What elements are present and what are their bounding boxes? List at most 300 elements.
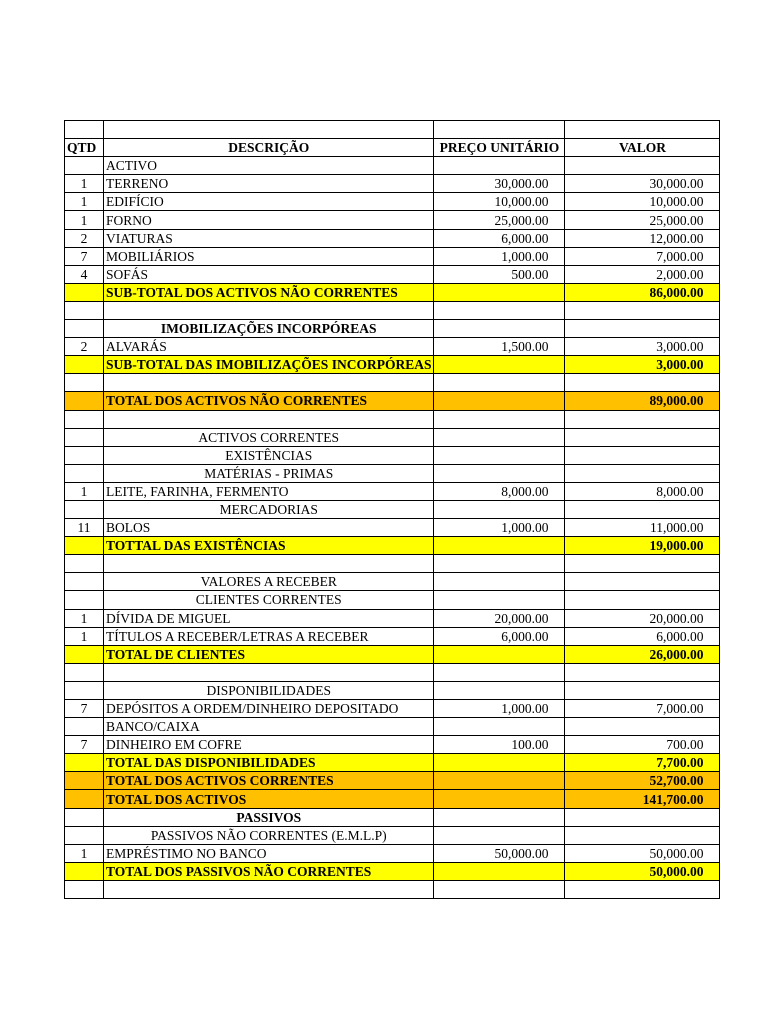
section-label-text: VALORES A RECEBER — [200, 574, 337, 590]
value-cell-text: 8,000.00 — [656, 483, 704, 499]
value-cell[interactable] — [565, 681, 720, 699]
qtd-cell[interactable] — [65, 790, 104, 808]
unit-price-cell[interactable] — [434, 754, 565, 772]
qtd-cell[interactable] — [65, 428, 104, 446]
description-cell[interactable] — [104, 121, 434, 139]
total-value-text: 19,000.00 — [649, 538, 704, 554]
unit-price-cell[interactable] — [434, 627, 565, 645]
total-value-text: 52,700.00 — [649, 773, 704, 789]
qtd-cell-text: 7 — [80, 248, 88, 264]
unit-price-header-text: PREÇO UNITÁRIO — [439, 140, 560, 156]
unit-price-cell[interactable] — [434, 537, 565, 555]
unit-price-cell[interactable] — [434, 121, 565, 139]
unit-price-cell[interactable] — [434, 844, 565, 862]
value-cell[interactable] — [565, 428, 720, 446]
section-label-text: CLIENTES CORRENTES — [195, 592, 342, 608]
section-label-row — [65, 500, 720, 518]
unit-price-cell-text: 10,000.00 — [494, 194, 549, 210]
item-row — [65, 482, 720, 500]
blank-row — [65, 555, 720, 573]
description-cell-text: EDIFÍCIO — [106, 194, 164, 210]
value-cell-text: 20,000.00 — [649, 610, 704, 626]
value-cell-text: 50,000.00 — [649, 845, 704, 861]
unit-price-cell-text: 6,000.00 — [501, 230, 549, 246]
value-cell[interactable] — [565, 591, 720, 609]
qtd-cell-text: 1 — [80, 628, 88, 644]
value-cell[interactable] — [565, 573, 720, 591]
value-cell[interactable] — [565, 482, 720, 500]
unit-price-cell[interactable] — [434, 320, 565, 338]
blank-row — [65, 301, 720, 319]
unit-price-cell[interactable] — [434, 790, 565, 808]
value-cell[interactable] — [565, 121, 720, 139]
description-cell[interactable] — [104, 175, 434, 193]
value-cell[interactable] — [565, 844, 720, 862]
section-label-row — [65, 446, 720, 464]
description-cell[interactable] — [104, 482, 434, 500]
qtd-cell[interactable] — [65, 700, 104, 718]
section-label-row — [65, 718, 720, 736]
qtd-cell[interactable] — [65, 736, 104, 754]
item-row — [65, 247, 720, 265]
section-label-row — [65, 808, 720, 826]
value-cell-text: 12,000.00 — [649, 230, 704, 246]
value-cell-text: 25,000.00 — [649, 212, 704, 228]
description-cell[interactable] — [104, 844, 434, 862]
value-cell[interactable] — [565, 175, 720, 193]
section-label[interactable] — [104, 464, 434, 482]
grand-total-row — [65, 772, 720, 790]
qtd-cell[interactable] — [65, 663, 104, 681]
section-label[interactable] — [104, 573, 434, 591]
value-header-text: VALOR — [618, 140, 666, 156]
unit-price-cell[interactable] — [434, 229, 565, 247]
value-cell-text: 3,000.00 — [656, 339, 704, 355]
unit-price-cell[interactable] — [434, 265, 565, 283]
section-label-text: ACTIVO — [106, 158, 157, 174]
total-label[interactable] — [104, 862, 434, 880]
unit-price-cell-text: 1,000.00 — [501, 520, 549, 536]
value-header[interactable] — [565, 139, 720, 157]
unit-price-cell[interactable] — [434, 663, 565, 681]
item-row — [65, 700, 720, 718]
value-cell[interactable] — [565, 808, 720, 826]
total-label[interactable] — [104, 790, 434, 808]
unit-price-cell[interactable] — [434, 410, 565, 428]
description-cell-text: DÍVIDA DE MIGUEL — [106, 610, 231, 626]
unit-price-cell[interactable] — [434, 573, 565, 591]
total-value-text: 50,000.00 — [649, 863, 704, 879]
unit-price-cell[interactable] — [434, 609, 565, 627]
total-label-text: TOTAL DOS ACTIVOS — [106, 791, 247, 807]
section-label[interactable] — [104, 826, 434, 844]
subtotal-row — [65, 283, 720, 301]
description-cell[interactable] — [104, 301, 434, 319]
qtd-cell[interactable] — [65, 718, 104, 736]
qtd-header-text: QTD — [67, 140, 97, 156]
value-cell[interactable] — [565, 700, 720, 718]
total-value-text: 89,000.00 — [649, 393, 704, 409]
value-cell[interactable] — [565, 410, 720, 428]
qtd-cell[interactable] — [65, 356, 104, 374]
section-label-row — [65, 591, 720, 609]
qtd-cell[interactable] — [65, 265, 104, 283]
item-row — [65, 627, 720, 645]
qtd-cell-text: 1 — [80, 610, 88, 626]
unit-price-cell[interactable] — [434, 464, 565, 482]
description-cell[interactable] — [104, 229, 434, 247]
description-cell[interactable] — [104, 700, 434, 718]
section-label-row — [65, 464, 720, 482]
item-row — [65, 193, 720, 211]
total-value[interactable] — [565, 356, 720, 374]
value-cell[interactable] — [565, 609, 720, 627]
total-label-text: TOTAL DOS ACTIVOS CORRENTES — [106, 773, 334, 789]
total-value[interactable] — [565, 537, 720, 555]
section-label-text: PASSIVOS — [236, 809, 302, 825]
unit-price-cell[interactable] — [434, 247, 565, 265]
item-row — [65, 844, 720, 862]
unit-price-cell[interactable] — [434, 374, 565, 392]
unit-price-cell-text: 50,000.00 — [494, 845, 549, 861]
total-value-text: 26,000.00 — [649, 646, 704, 662]
total-value-text: 3,000.00 — [656, 357, 704, 373]
unit-price-cell[interactable] — [434, 338, 565, 356]
value-cell[interactable] — [565, 374, 720, 392]
description-cell-text: ALVARÁS — [106, 339, 167, 355]
description-cell-text: BOLOS — [106, 520, 151, 536]
qtd-cell[interactable] — [65, 591, 104, 609]
section-label-row — [65, 428, 720, 446]
description-cell[interactable] — [104, 338, 434, 356]
value-cell[interactable] — [565, 193, 720, 211]
value-cell[interactable] — [565, 229, 720, 247]
item-row — [65, 229, 720, 247]
description-cell[interactable] — [104, 555, 434, 573]
qtd-cell[interactable] — [65, 645, 104, 663]
subtotal-row — [65, 356, 720, 374]
total-value-text: 141,700.00 — [642, 791, 704, 807]
unit-price-cell-text: 1,500.00 — [501, 339, 549, 355]
section-label[interactable] — [104, 808, 434, 826]
unit-price-cell[interactable] — [434, 519, 565, 537]
description-cell-text: SOFÁS — [106, 266, 149, 282]
qtd-cell[interactable] — [65, 555, 104, 573]
value-cell-text: 6,000.00 — [656, 628, 704, 644]
description-cell-text: FORNO — [106, 212, 152, 228]
description-cell-text: VIATURAS — [106, 230, 173, 246]
total-label-text: TOTAL DAS DISPONIBILIDADES — [106, 755, 316, 771]
qtd-cell[interactable] — [65, 519, 104, 537]
total-value[interactable] — [565, 862, 720, 880]
qtd-cell[interactable] — [65, 537, 104, 555]
qtd-cell[interactable] — [65, 283, 104, 301]
qtd-cell[interactable] — [65, 482, 104, 500]
item-row — [65, 211, 720, 229]
description-header-text: DESCRIÇÃO — [228, 140, 310, 156]
value-cell[interactable] — [565, 880, 720, 898]
item-row — [65, 338, 720, 356]
value-cell[interactable] — [565, 519, 720, 537]
value-cell[interactable] — [565, 301, 720, 319]
total-label[interactable] — [104, 392, 434, 410]
unit-price-cell-text: 30,000.00 — [494, 176, 549, 192]
unit-price-cell-text: 6,000.00 — [501, 628, 549, 644]
total-value[interactable] — [565, 645, 720, 663]
unit-price-cell[interactable] — [434, 157, 565, 175]
unit-price-cell[interactable] — [434, 772, 565, 790]
unit-price-cell[interactable] — [434, 591, 565, 609]
section-label-row — [65, 826, 720, 844]
total-label-text: TOTAL DE CLIENTES — [106, 646, 246, 662]
section-label-row — [65, 681, 720, 699]
description-cell-text: MOBILIÁRIOS — [106, 248, 195, 264]
unit-price-cell[interactable] — [434, 301, 565, 319]
item-row — [65, 736, 720, 754]
value-cell[interactable] — [565, 157, 720, 175]
unit-price-cell[interactable] — [434, 862, 565, 880]
unit-price-cell[interactable] — [434, 482, 565, 500]
qtd-cell[interactable] — [65, 609, 104, 627]
description-cell[interactable] — [104, 193, 434, 211]
unit-price-header[interactable] — [434, 139, 565, 157]
blank-row — [65, 880, 720, 898]
value-cell-text: 11,000.00 — [649, 520, 704, 536]
description-cell-text: TERRENO — [106, 176, 169, 192]
description-cell[interactable] — [104, 247, 434, 265]
unit-price-cell-text: 100.00 — [511, 737, 549, 753]
value-cell[interactable] — [565, 736, 720, 754]
qtd-cell[interactable] — [65, 500, 104, 518]
description-cell-text: DEPÓSITOS A ORDEM/DINHEIRO DEPOSITADO — [106, 701, 399, 717]
value-cell[interactable] — [565, 338, 720, 356]
qtd-cell[interactable] — [65, 826, 104, 844]
value-cell-text: 2,000.00 — [656, 266, 704, 282]
total-value-text: 86,000.00 — [649, 284, 704, 300]
section-label-text: ACTIVOS CORRENTES — [198, 429, 340, 445]
qtd-cell[interactable] — [65, 247, 104, 265]
grand-total-row — [65, 392, 720, 410]
qtd-cell[interactable] — [65, 772, 104, 790]
section-label-text: IMOBILIZAÇÕES INCORPÓREAS — [160, 321, 377, 337]
unit-price-cell[interactable] — [434, 446, 565, 464]
qtd-cell-text: 4 — [80, 266, 88, 282]
description-cell-text: DINHEIRO EM COFRE — [106, 737, 242, 753]
value-cell[interactable] — [565, 500, 720, 518]
balance-sheet-body — [65, 121, 720, 899]
qtd-cell[interactable] — [65, 193, 104, 211]
total-value[interactable] — [565, 790, 720, 808]
total-value[interactable] — [565, 283, 720, 301]
description-cell[interactable] — [104, 211, 434, 229]
qtd-cell-text: 1 — [80, 483, 88, 499]
total-value-text: 7,700.00 — [656, 755, 704, 771]
grand-total-row — [65, 790, 720, 808]
description-cell[interactable] — [104, 374, 434, 392]
description-cell-text: LEITE, FARINHA, FERMENTO — [106, 483, 289, 499]
subtotal-row — [65, 645, 720, 663]
description-header[interactable] — [104, 139, 434, 157]
qtd-cell[interactable] — [65, 175, 104, 193]
qtd-cell[interactable] — [65, 754, 104, 772]
unit-price-cell-text: 8,000.00 — [501, 483, 549, 499]
value-cell[interactable] — [565, 627, 720, 645]
qtd-cell[interactable] — [65, 157, 104, 175]
description-cell-text: EMPRÉSTIMO NO BANCO — [106, 845, 267, 861]
qtd-cell[interactable] — [65, 392, 104, 410]
unit-price-cell-text: 500.00 — [511, 266, 549, 282]
unit-price-cell[interactable] — [434, 392, 565, 410]
section-label-text: MATÉRIAS - PRIMAS — [204, 465, 334, 481]
description-cell-text: TÍTULOS A RECEBER/LETRAS A RECEBER — [106, 628, 369, 644]
unit-price-cell[interactable] — [434, 736, 565, 754]
description-cell[interactable] — [104, 410, 434, 428]
section-label[interactable] — [104, 681, 434, 699]
description-cell[interactable] — [104, 265, 434, 283]
value-cell-text: 7,000.00 — [656, 248, 704, 264]
value-cell[interactable] — [565, 718, 720, 736]
section-label-row — [65, 157, 720, 175]
total-label-text: SUB-TOTAL DAS IMOBILIZAÇÕES INCORPÓREAS — [106, 357, 432, 373]
description-cell[interactable] — [104, 880, 434, 898]
total-label[interactable] — [104, 356, 434, 374]
total-label-text: TOTAL DOS ACTIVOS NÃO CORRENTES — [106, 393, 368, 409]
header-row — [65, 139, 720, 157]
value-cell-text: 10,000.00 — [649, 194, 704, 210]
qtd-cell[interactable] — [65, 320, 104, 338]
unit-price-cell[interactable] — [434, 645, 565, 663]
unit-price-cell[interactable] — [434, 211, 565, 229]
qtd-cell-text: 2 — [80, 230, 88, 246]
unit-price-cell-text: 1,000.00 — [501, 701, 549, 717]
total-label[interactable] — [104, 283, 434, 301]
unit-price-cell-text: 25,000.00 — [494, 212, 549, 228]
section-label[interactable] — [104, 428, 434, 446]
section-label[interactable] — [104, 157, 434, 175]
qtd-cell-text: 2 — [80, 339, 88, 355]
section-label-text: BANCO/CAIXA — [106, 719, 200, 735]
qtd-cell[interactable] — [65, 374, 104, 392]
blank-row — [65, 121, 720, 139]
section-label[interactable] — [104, 591, 434, 609]
unit-price-cell[interactable] — [434, 718, 565, 736]
subtotal-row — [65, 862, 720, 880]
unit-price-cell[interactable] — [434, 428, 565, 446]
qtd-cell[interactable] — [65, 211, 104, 229]
unit-price-cell[interactable] — [434, 681, 565, 699]
unit-price-cell[interactable] — [434, 356, 565, 374]
item-row — [65, 609, 720, 627]
unit-price-cell[interactable] — [434, 808, 565, 826]
blank-row — [65, 374, 720, 392]
value-cell[interactable] — [565, 320, 720, 338]
qtd-cell[interactable] — [65, 446, 104, 464]
section-label[interactable] — [104, 320, 434, 338]
value-cell[interactable] — [565, 663, 720, 681]
blank-row — [65, 410, 720, 428]
item-row — [65, 519, 720, 537]
qtd-cell[interactable] — [65, 844, 104, 862]
qtd-cell[interactable] — [65, 808, 104, 826]
unit-price-cell[interactable] — [434, 175, 565, 193]
description-cell[interactable] — [104, 627, 434, 645]
qtd-cell[interactable] — [65, 880, 104, 898]
qtd-cell[interactable] — [65, 862, 104, 880]
qtd-cell[interactable] — [65, 301, 104, 319]
value-cell[interactable] — [565, 265, 720, 283]
qtd-cell[interactable] — [65, 410, 104, 428]
value-cell-text: 30,000.00 — [649, 176, 704, 192]
total-label[interactable] — [104, 537, 434, 555]
value-cell[interactable] — [565, 826, 720, 844]
qtd-cell[interactable] — [65, 573, 104, 591]
qtd-cell[interactable] — [65, 681, 104, 699]
qtd-cell[interactable] — [65, 121, 104, 139]
description-cell[interactable] — [104, 663, 434, 681]
section-label-row — [65, 573, 720, 591]
section-label-text: PASSIVOS NÃO CORRENTES (E.M.L.P) — [150, 827, 387, 843]
total-label[interactable] — [104, 645, 434, 663]
blank-row — [65, 663, 720, 681]
value-cell[interactable] — [565, 446, 720, 464]
unit-price-cell[interactable] — [434, 880, 565, 898]
item-row — [65, 265, 720, 283]
value-cell[interactable] — [565, 211, 720, 229]
unit-price-cell[interactable] — [434, 700, 565, 718]
qtd-cell-text: 1 — [80, 212, 88, 228]
unit-price-cell[interactable] — [434, 283, 565, 301]
total-value[interactable] — [565, 392, 720, 410]
description-cell[interactable] — [104, 519, 434, 537]
section-label-text: EXISTÊNCIAS — [225, 447, 313, 463]
unit-price-cell[interactable] — [434, 555, 565, 573]
section-label[interactable] — [104, 718, 434, 736]
section-label[interactable] — [104, 500, 434, 518]
value-cell[interactable] — [565, 247, 720, 265]
description-cell[interactable] — [104, 609, 434, 627]
total-label[interactable] — [104, 754, 434, 772]
unit-price-cell[interactable] — [434, 500, 565, 518]
qtd-cell[interactable] — [65, 338, 104, 356]
section-label-text: MERCADORIAS — [219, 502, 318, 518]
value-cell-text: 7,000.00 — [656, 701, 704, 717]
total-value[interactable] — [565, 772, 720, 790]
qtd-header[interactable] — [65, 139, 104, 157]
qtd-cell-text: 7 — [80, 737, 88, 753]
value-cell[interactable] — [565, 555, 720, 573]
qtd-cell-text: 7 — [80, 701, 88, 717]
total-label-text: TOTTAL DAS EXISTÊNCIAS — [106, 538, 286, 554]
subtotal-row — [65, 537, 720, 555]
unit-price-cell-text: 20,000.00 — [494, 610, 549, 626]
qtd-cell-text: 1 — [80, 845, 88, 861]
qtd-cell[interactable] — [65, 464, 104, 482]
section-label[interactable] — [104, 446, 434, 464]
total-label-text: SUB-TOTAL DOS ACTIVOS NÃO CORRENTES — [106, 284, 398, 300]
description-cell[interactable] — [104, 736, 434, 754]
unit-price-cell[interactable] — [434, 193, 565, 211]
section-label-text: DISPONIBILIDADES — [206, 682, 331, 698]
total-value[interactable] — [565, 754, 720, 772]
qtd-cell-text: 1 — [80, 194, 88, 210]
total-label[interactable] — [104, 772, 434, 790]
qtd-cell[interactable] — [65, 627, 104, 645]
qtd-cell[interactable] — [65, 229, 104, 247]
item-row — [65, 175, 720, 193]
qtd-cell-text: 11 — [77, 520, 91, 536]
unit-price-cell[interactable] — [434, 826, 565, 844]
value-cell[interactable] — [565, 464, 720, 482]
